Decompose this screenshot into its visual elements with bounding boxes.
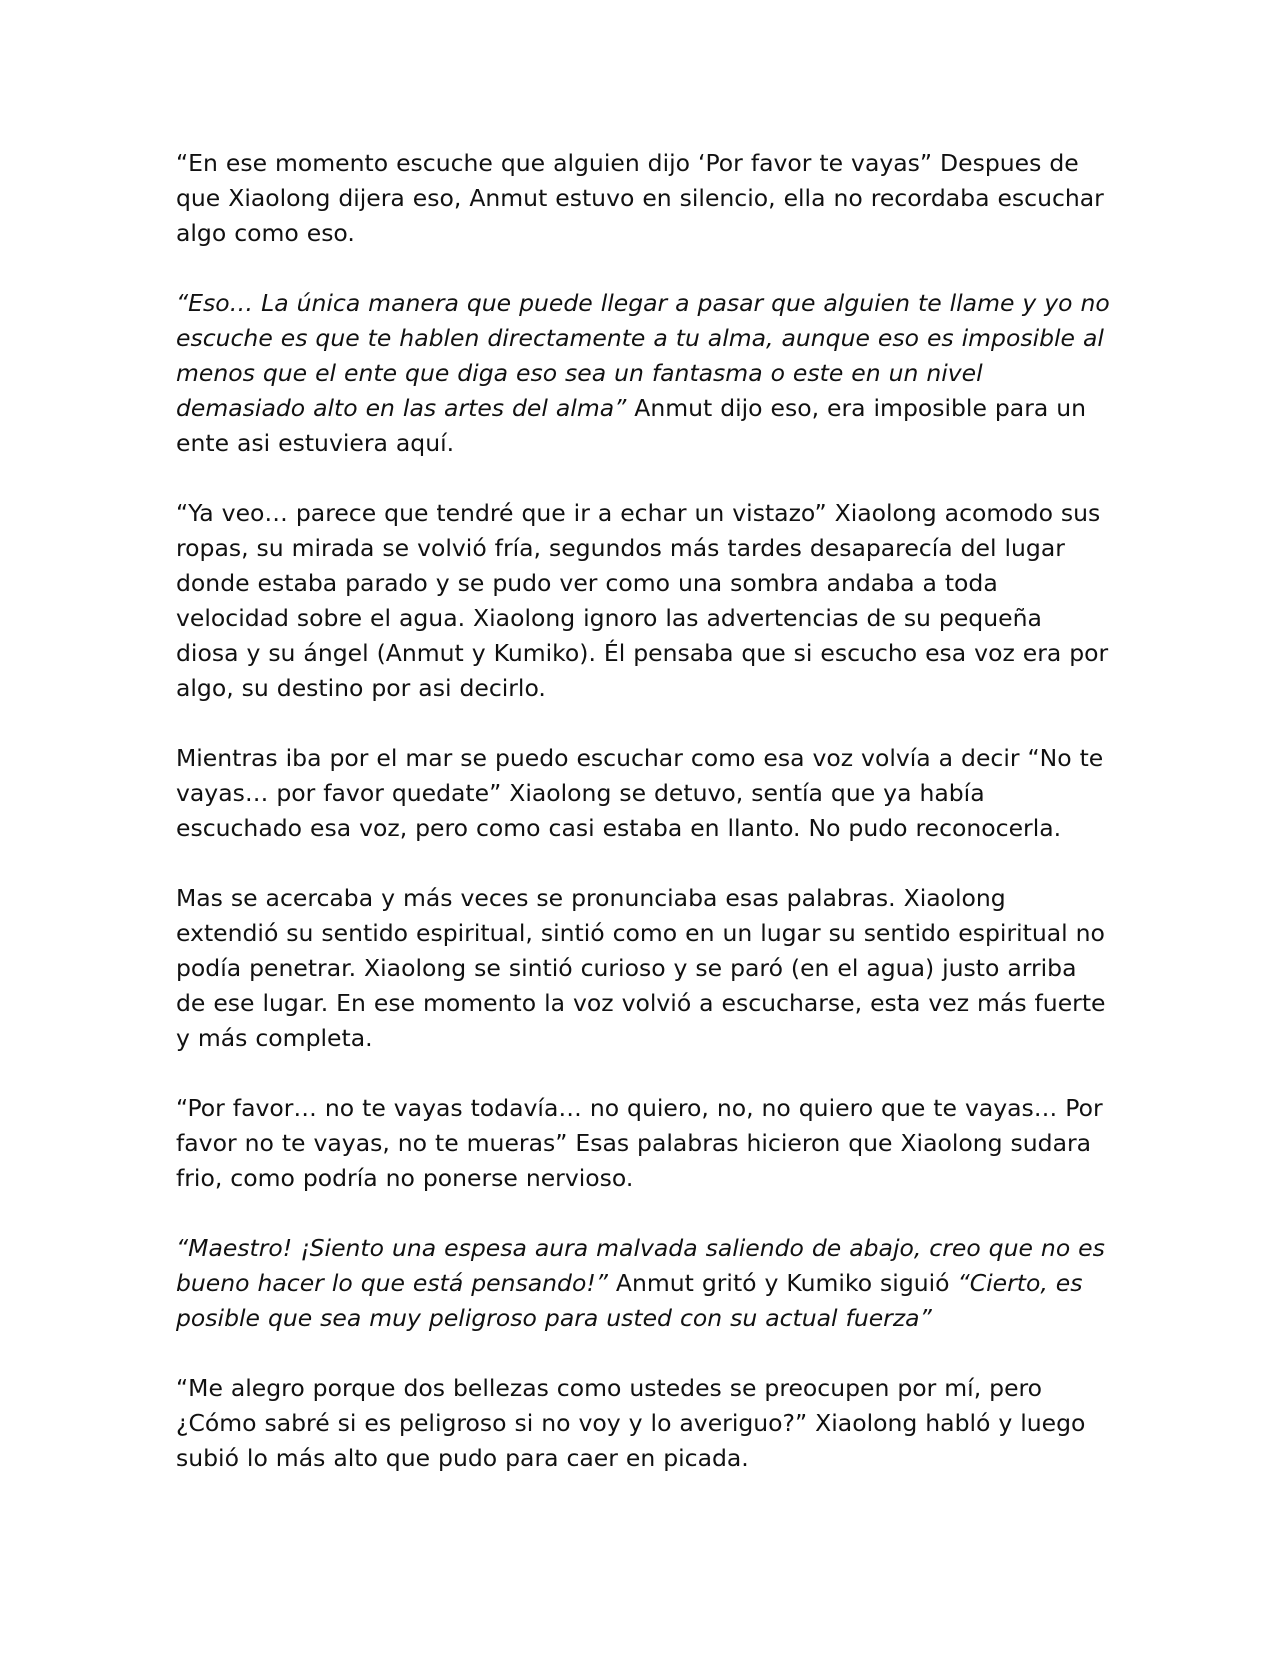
paragraph-7-italic-text-1: “Maestro! ¡Siento una espesa aura malvada saliendo de abajo, creo que no es bueno hacer lo que está pensando!” (176, 1234, 1105, 1297)
paragraph-5-text: Mas se acercaba y más veces se pronunciaba esas palabras. Xiaolong extendió su sentido espiritual, sintió como en un lugar su sentido espiritual no podía penetrar. Xiaolong se sintió curioso y se paró (en el agua) justo arriba de ese lugar. En ese momento la voz volvió a escucharse, esta vez más fuerte y más completa. (176, 884, 1106, 1052)
paragraph-6 (176, 1091, 1110, 1196)
paragraph-3 (176, 496, 1110, 706)
paragraph-7-text: Anmut gritó y Kumiko siguió (607, 1269, 958, 1297)
paragraph-1 (176, 146, 1110, 251)
paragraph-6-text: “Por favor… no te vayas todavía… no quiero, no, no quiero que te vayas… Por favor no te vayas, no te mueras” Esas palabras hicieron que Xiaolong sudara frio, como podría no ponerse nervioso. (176, 1094, 1103, 1192)
paragraph-2-italic-text: “Eso… La única manera que puede llegar a pasar que alguien te llame y yo no escuche es que te hablen directamente a tu alma, aunque eso es imposible al menos que el ente que diga eso sea un fantasma o este en un nivel demasiado alto en las artes del alma” (176, 289, 1110, 422)
paragraph-1-text: “En ese momento escuche que alguien dijo ‘Por favor te vayas” Despues de que Xiaolong dijera eso, Anmut estuvo en silencio, ella no recordaba escuchar algo como eso. (176, 149, 1104, 247)
paragraph-8-text: “Me alegro porque dos bellezas como ustedes se preocupen por mí, pero ¿Cómo sabré si es peligroso si no voy y lo averiguo?” Xiaolong habló y luego subió lo más alto que pudo para caer en picada. (176, 1374, 1086, 1472)
paragraph-4 (176, 741, 1110, 846)
paragraph-5 (176, 881, 1110, 1056)
paragraph-7 (176, 1231, 1110, 1336)
paragraph-2-text: Anmut dijo eso, era imposible para un ente asi estuviera aquí. (176, 394, 1087, 457)
paragraph-4-text: Mientras iba por el mar se puedo escuchar como esa voz volvía a decir “No te vayas… por favor quedate” Xiaolong se detuvo, sentía que ya había escuchado esa voz, pero como casi estaba en llanto. No pudo reconocerla. (176, 744, 1104, 842)
paragraph-7-italic-text-2: “Cierto, es posible que sea muy peligroso para usted con su actual fuerza” (176, 1269, 1083, 1332)
paragraph-2 (176, 286, 1110, 461)
paragraph-3-text: “Ya veo… parece que tendré que ir a echar un vistazo” Xiaolong acomodo sus ropas, su mirada se volvió fría, segundos más tardes desaparecía del lugar donde estaba parado y se pudo ver como una sombra andaba a toda velocidad sobre el agua. Xiaolong ignoro las advertencias de su pequeña diosa y su ángel (Anmut y Kumiko). Él pensaba que si escucho esa voz era por algo, su destino por asi decirlo. (176, 499, 1109, 702)
paragraph-8 (176, 1371, 1110, 1476)
